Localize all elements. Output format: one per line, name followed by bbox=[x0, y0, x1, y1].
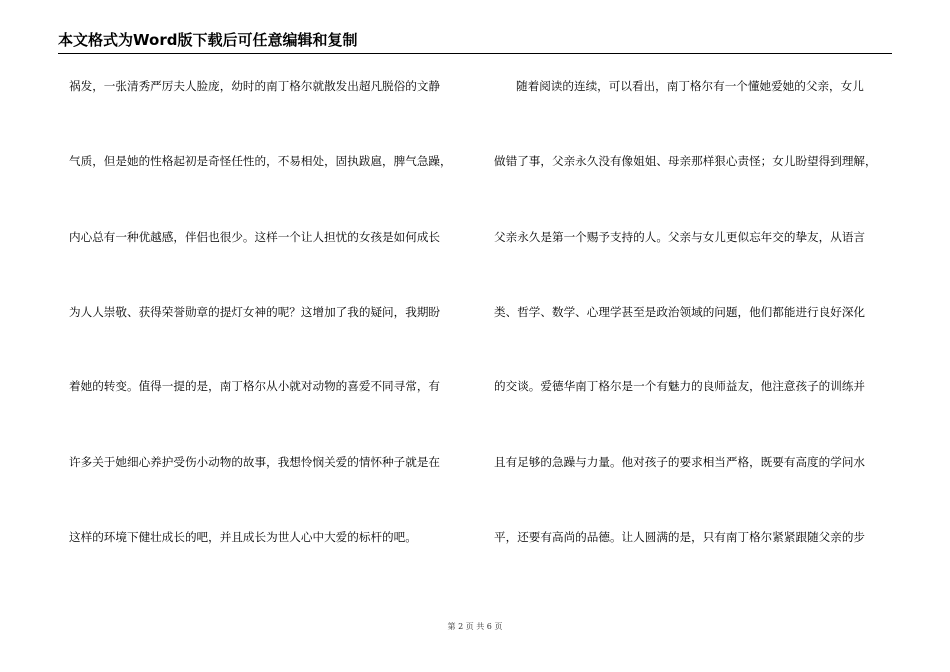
right-line-5: 的交谈。爱德华南丁格尔是一个有魅力的良师益友，他注意孩子的训练并 bbox=[494, 379, 866, 393]
right-line-6: 且有足够的急躁与力量。他对孩子的要求相当严格，既要有高度的学问水 bbox=[494, 455, 866, 469]
right-line-2: 做错了事，父亲永久没有像姐姐、母亲那样狠心责怪；女儿盼望得到理解， bbox=[494, 154, 877, 168]
right-line-1: 随着阅读的连续，可以看出，南丁格尔有一个懂她爱她的父亲，女儿 bbox=[516, 79, 864, 93]
page-number-footer: 第 2 页 共 6 页 bbox=[447, 622, 503, 631]
right-line-7: 平，还要有高尚的品德。让人圆满的是，只有南丁格尔紧紧跟随父亲的步 bbox=[494, 530, 866, 544]
right-line-4: 类、哲学、数学、心理学甚至是政治领域的问题，他们都能进行良好深化 bbox=[494, 305, 866, 319]
left-line-5: 着她的转变。值得一提的是，南丁格尔从小就对动物的喜爱不同寻常，有 bbox=[69, 379, 441, 393]
left-line-4: 为人人崇敬、获得荣誉勋章的提灯女神的呢？这增加了我的疑问，我期盼 bbox=[69, 305, 441, 319]
left-line-3: 内心总有一种优越感，伴侣也很少。这样一个让人担忧的女孩是如何成长 bbox=[69, 230, 441, 244]
left-line-2: 气质，但是她的性格起初是奇怪任性的，不易相处，固执跋扈，脾气急躁， bbox=[69, 154, 452, 168]
left-line-1: 祸发，一张清秀严厉夫人脸庞，幼时的南丁格尔就散发出超凡脱俗的文静 bbox=[69, 79, 441, 93]
left-line-6: 许多关于她细心养护受伤小动物的故事，我想怜悯关爱的情怀种子就是在 bbox=[69, 455, 441, 469]
header-divider bbox=[58, 53, 892, 54]
right-line-3: 父亲永久是第一个赐予支持的人。父亲与女儿更似忘年交的挚友，从语言 bbox=[494, 230, 866, 244]
left-line-7: 这样的环境下健壮成长的吧，并且成长为世人心中大爱的标杆的吧。 bbox=[69, 530, 417, 544]
document-header-title: 本文格式为Word版下载后可任意编辑和复制 bbox=[58, 31, 358, 49]
